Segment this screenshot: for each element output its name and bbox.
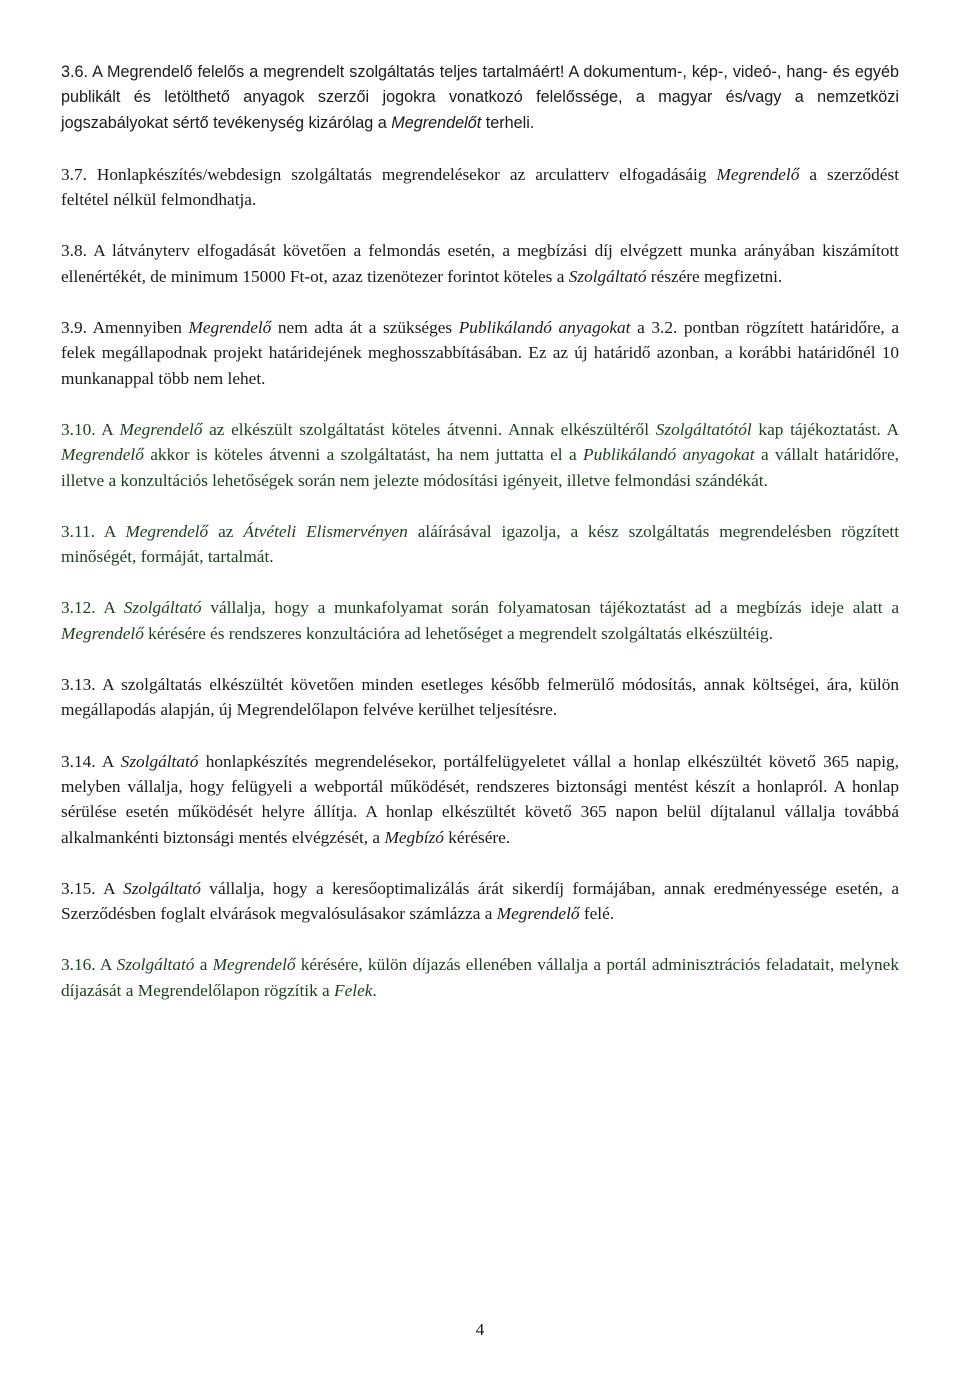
text-segment: honlapkészítés megrendelésekor, portálfelügyeletet vállal a honlap elkészültét követő 365 napig, melyben vállalja, hogy felügyeli a webportál működését, rendszeres biztonsági mentést készít a honlapról. A honlap sérülése esetén működését helyre állítja. A honlap elkészültét követő 365 napon belül díjtalanul vállalja továbbá alkalmankénti biztonsági mentés elvégzését, a [61,751,900,847]
text-segment: kérésére és rendszeres konzultációra ad lehetőséget a megrendelt szolgáltatás elkészültéig. [143,623,773,643]
document-body [61,60,899,1029]
text-segment: akkor is köteles átvenni a szolgáltatást, ha nem juttatta el a [143,445,584,465]
text-segment: a 3.2. pontban rögzített határidőre, a felek megállapodnak projekt határidejének meghosszabbításában. Ez az új határidő azonban, a korábbi határidőnél 10 munkanappal több nem lehet. [61,318,899,388]
text-segment: Megrendelő [212,955,296,975]
text-segment: 3.13. A szolgáltatás elkészültét követően minden esetleges később felmerülő módosítás, annak költségei, ára, külön megállapodás alapján, új Megrendelőlapon felvéve kerülhet teljesítésre. [61,675,899,720]
text-segment: a vállalt határidőre, illetve a konzultációs lehetőségek során nem jelezte módosítási igényeit, illetve felmondási szándékát. [61,445,900,490]
text-segment: aláírásával igazolja, a kész szolgáltatás megrendelésben rögzített minőségét, formáját, tartalmát. [61,521,899,567]
text-segment: kap tájékoztatást. A [751,419,899,439]
paragraph-9 [61,749,899,850]
text-segment: Megrendelő [119,419,203,439]
text-segment: az elkészült szolgáltatást köteles átvenni. Annak elkészültéről [202,419,656,439]
text-segment: Megrendelő [61,445,144,465]
text-segment: Publikálandó anyagokat [458,318,631,338]
text-segment: Szolgáltató [123,598,202,618]
page-number: 4 [475,1320,485,1339]
paragraph-5 [61,417,899,493]
text-segment: 3.10. A [61,419,120,439]
paragraph-1 [61,60,899,136]
text-segment: 3.12. A [61,598,124,618]
text-segment: Megrendelőt [391,113,482,132]
text-segment: Szolgáltató [116,955,195,975]
text-segment: 3.11. A [61,521,126,541]
text-segment: Átvételi Elismervényen [243,521,408,541]
text-segment: Szolgáltató [120,751,199,771]
paragraph-3 [61,238,899,289]
paragraph-10 [61,876,899,927]
text-segment: a [194,955,213,975]
text-segment: 3.14. A [61,751,121,771]
text-segment: 3.8. A látványterv elfogadását követően a felmondás esetén, a megbízási díj elvégzett munka arányában kiszámított ellenértékét, de minimum 15000 Ft-ot, azaz tizenötezer forintot köteles a [61,241,899,286]
text-segment: vállalja, hogy a munkafolyamat során folyamatosan tájékoztatást ad a megbízás ideje alatt a [201,598,899,618]
text-segment: Megrendelő [496,904,580,924]
paragraph-11 [61,952,899,1003]
text-segment: Megbízó [384,827,444,847]
paragraph-4 [61,315,899,391]
text-segment: 3.7. Honlapkészítés/webdesign szolgáltatás megrendelésekor az arculatterv elfogadásáig [61,164,717,184]
text-segment: terheli. [481,113,535,132]
text-segment: . [372,980,377,1000]
text-segment: felé. [579,904,615,924]
text-segment: Megrendelő [716,164,800,184]
text-segment: 3.15. A [61,878,124,898]
text-segment: az [208,521,244,541]
text-segment: 3.6. A Megrendelő felelős a megrendelt szolgáltatás teljes tartalmáért! A dokumentum-, kép-, videó-, hang- és egyéb publikált és letölthető anyagok szerzői jogokra vonatkozó felelőssége, a magyar és/vagy a nemzetközi jogszabályokat sértő tevékenység kizárólag a [61,63,899,132]
text-segment: Megrendelő [61,623,144,643]
text-segment: Megrendelő [188,318,272,338]
text-segment: Megrendelő [125,521,209,541]
text-segment: Publikálandó anyagokat [583,445,755,465]
text-segment: nem adta át a szükséges [271,318,459,338]
text-segment: kérésére. [443,827,511,847]
text-segment: Szolgáltató [568,266,647,286]
paragraph-8 [61,672,899,723]
text-segment: Szolgáltató [123,878,201,898]
text-segment: vállalja, hogy a keresőoptimalizálás árát sikerdíj formájában, annak eredményessége esetén, a Szerződésben foglalt elvárások megvalósulásakor számlázza a [61,878,899,924]
paragraph-7 [61,595,899,646]
paragraph-6 [61,519,899,570]
paragraph-2 [61,162,899,213]
text-segment: részére megfizetni. [646,266,783,286]
text-segment: a szerződést feltétel nélkül felmondhatja. [61,164,900,210]
text-segment: Felek [334,980,373,1000]
text-segment: Szolgáltatótól [655,419,752,439]
text-segment: 3.16. A [61,955,117,975]
text-segment: 3.9. Amennyiben [61,318,189,338]
text-segment: kérésére, külön díjazás ellenében vállalja a portál adminisztrációs feladatait, melynek díjazását a Megrendelőlapon rögzítik a [61,955,899,1000]
